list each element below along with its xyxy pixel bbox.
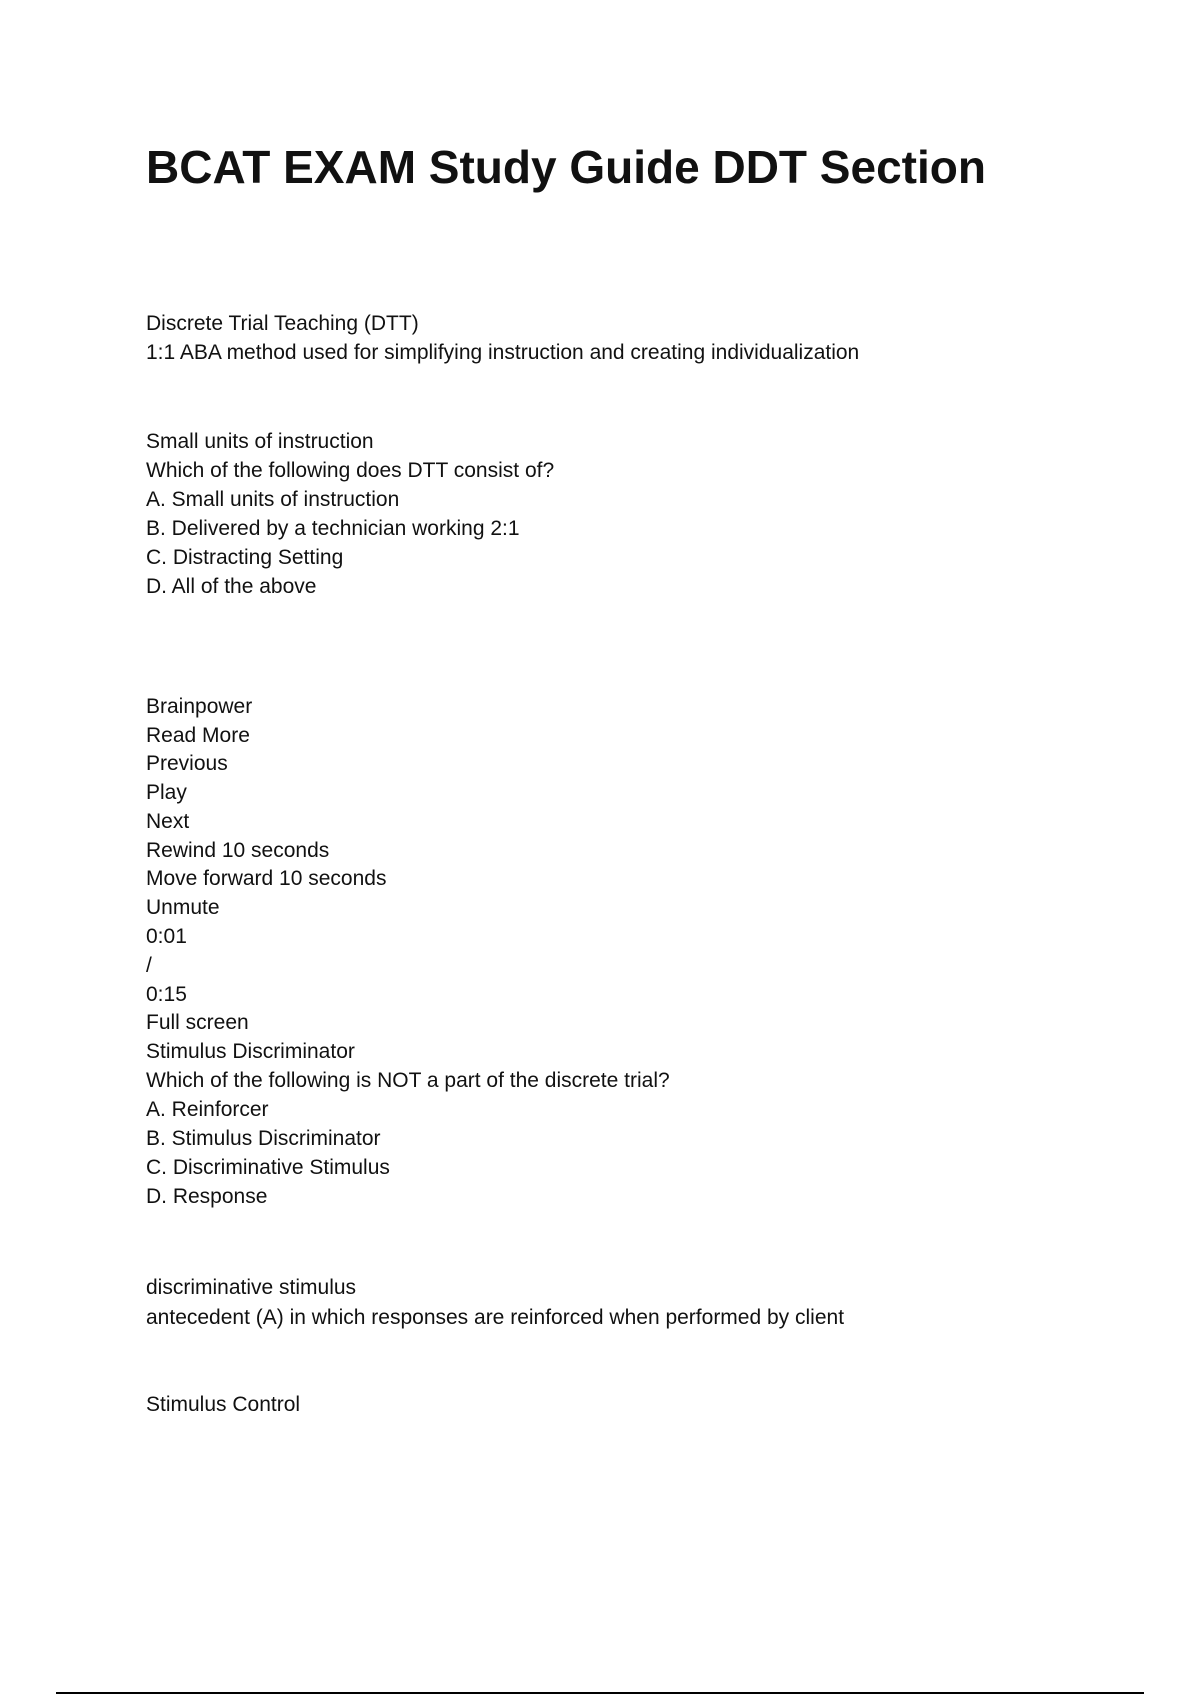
- unmute-button[interactable]: Unmute: [146, 896, 220, 919]
- term-discrete-trial-teaching: Discrete Trial Teaching (DTT): [146, 312, 419, 335]
- definition-discriminative-stimulus: antecedent (A) in which responses are reinforced when performed by client: [146, 1306, 845, 1329]
- answer-stimulus-discriminator: Stimulus Discriminator: [146, 1040, 355, 1063]
- question-not-part-of-trial: Which of the following is NOT a part of the discrete trial?: [146, 1069, 670, 1092]
- term-discriminative-stimulus: discriminative stimulus: [146, 1276, 357, 1299]
- read-more-link[interactable]: Read More: [146, 724, 250, 747]
- option-b: B. Stimulus Discriminator: [146, 1127, 381, 1150]
- brainpower-label: Brainpower: [146, 695, 253, 718]
- option-d: D. All of the above: [146, 575, 317, 598]
- current-time: 0:01: [146, 925, 187, 948]
- option-c: C. Distracting Setting: [146, 546, 344, 569]
- full-screen-button[interactable]: Full screen: [146, 1011, 249, 1034]
- play-button[interactable]: Play: [146, 781, 187, 804]
- option-b: B. Delivered by a technician working 2:1: [146, 517, 520, 540]
- option-a: A. Small units of instruction: [146, 488, 400, 511]
- option-d: D. Response: [146, 1185, 268, 1208]
- option-c: C. Discriminative Stimulus: [146, 1156, 390, 1179]
- rewind-button[interactable]: Rewind 10 seconds: [146, 839, 330, 862]
- answer-small-units: Small units of instruction: [146, 430, 374, 453]
- total-duration: 0:15: [146, 983, 187, 1006]
- previous-button[interactable]: Previous: [146, 752, 228, 775]
- forward-button[interactable]: Move forward 10 seconds: [146, 867, 387, 890]
- time-separator: /: [146, 954, 152, 977]
- option-a: A. Reinforcer: [146, 1098, 269, 1121]
- next-button[interactable]: Next: [146, 810, 190, 833]
- footer-divider: [56, 1692, 1144, 1694]
- page-title: BCAT EXAM Study Guide DDT Section: [146, 141, 986, 193]
- question-dtt-consist: Which of the following does DTT consist of?: [146, 459, 555, 482]
- term-stimulus-control: Stimulus Control: [146, 1393, 301, 1416]
- definition-discrete-trial-teaching: 1:1 ABA method used for simplifying instruction and creating individualization: [146, 341, 860, 364]
